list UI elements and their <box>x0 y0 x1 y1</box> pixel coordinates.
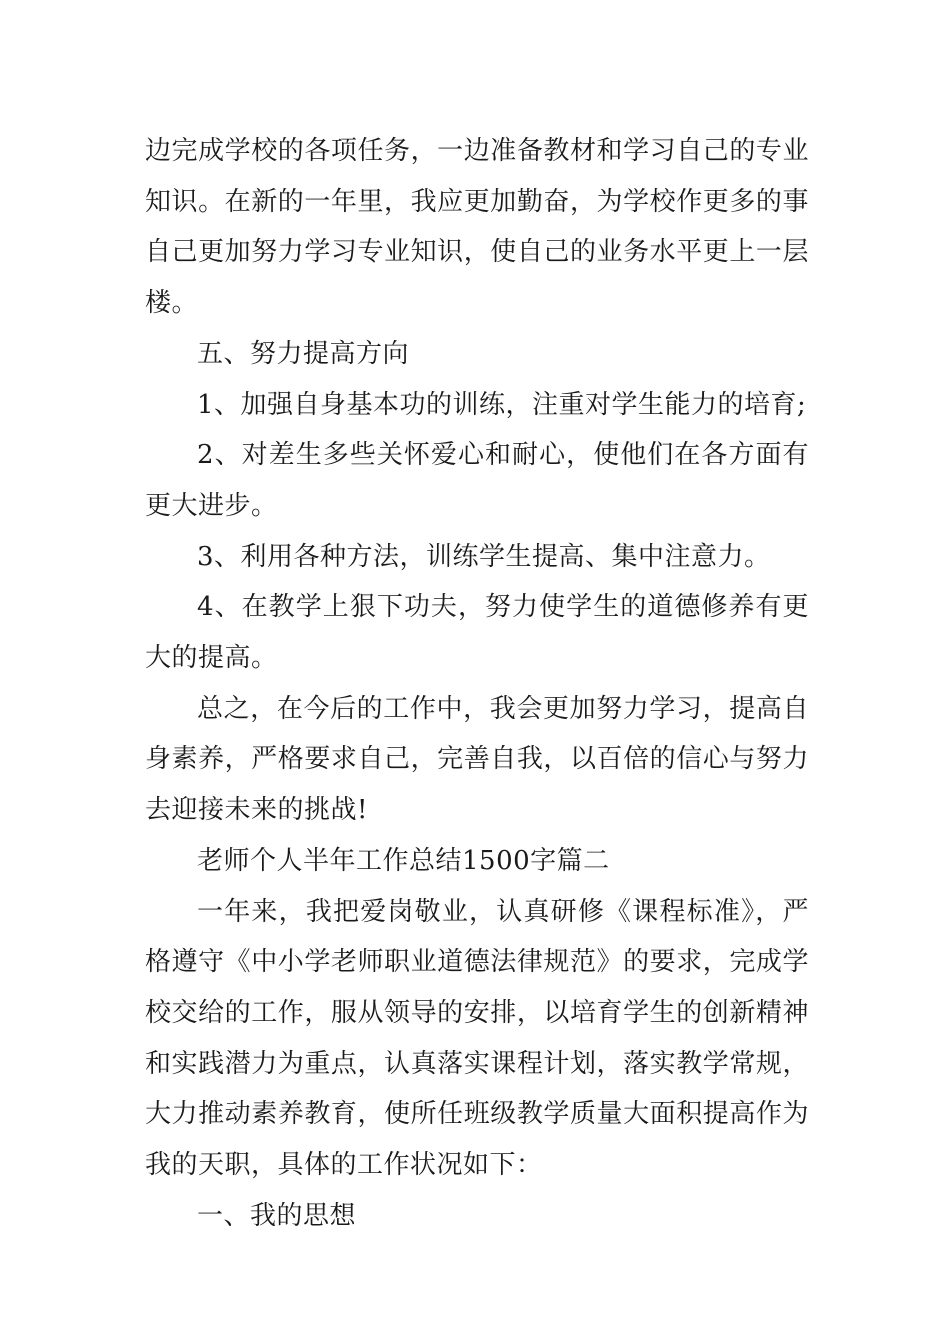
summary-paragraph: 总之，在今后的工作中，我会更加努力学习，提高自身素养，严格要求自己，完善自我，以百倍的信心与努力去迎接未来的挑战! <box>145 693 809 826</box>
document-body <box>145 126 809 1241</box>
section-heading-improvement: 五、努力提高方向 <box>197 338 410 369</box>
list-item-2: 2、对差生多些关怀爱心和耐心，使他们在各方面有更大进步。 <box>145 440 809 521</box>
section-heading-thoughts: 一、我的思想 <box>197 1200 357 1231</box>
list-item-4: 4、在教学上狠下功夫，努力使学生的道德修养有更大的提高。 <box>145 592 809 674</box>
list-item-1: 1、加强自身基本功的训练，注重对学生能力的培育; <box>197 389 807 420</box>
paragraph-continued: 边完成学校的各项任务，一边准备教材和学习自己的专业知识。在新的一年里，我应更加勤奋，为学校作更多的事自己更加努力学习专业知识，使自己的业务水平更上一层楼。 <box>145 136 809 319</box>
intro-paragraph-part-2: 一年来，我把爱岗敬业，认真研修《课程标准》，严格遵守《中小学老师职业道德法律规范》的要求，完成学校交给的工作，服从领导的安排，以培育学生的创新精神和实践潜力为重点，认真落实课程计划，落实教学常规，大力推动素养教育，使所任班级教学质量大面积提高作为我的天职，具体的工作状况如下： <box>145 896 809 1181</box>
article-title-part-2: 老师个人半年工作总结1500字篇二 <box>197 845 610 876</box>
list-item-3: 3、利用各种方法，训练学生提高、集中注意力。 <box>197 541 771 572</box>
